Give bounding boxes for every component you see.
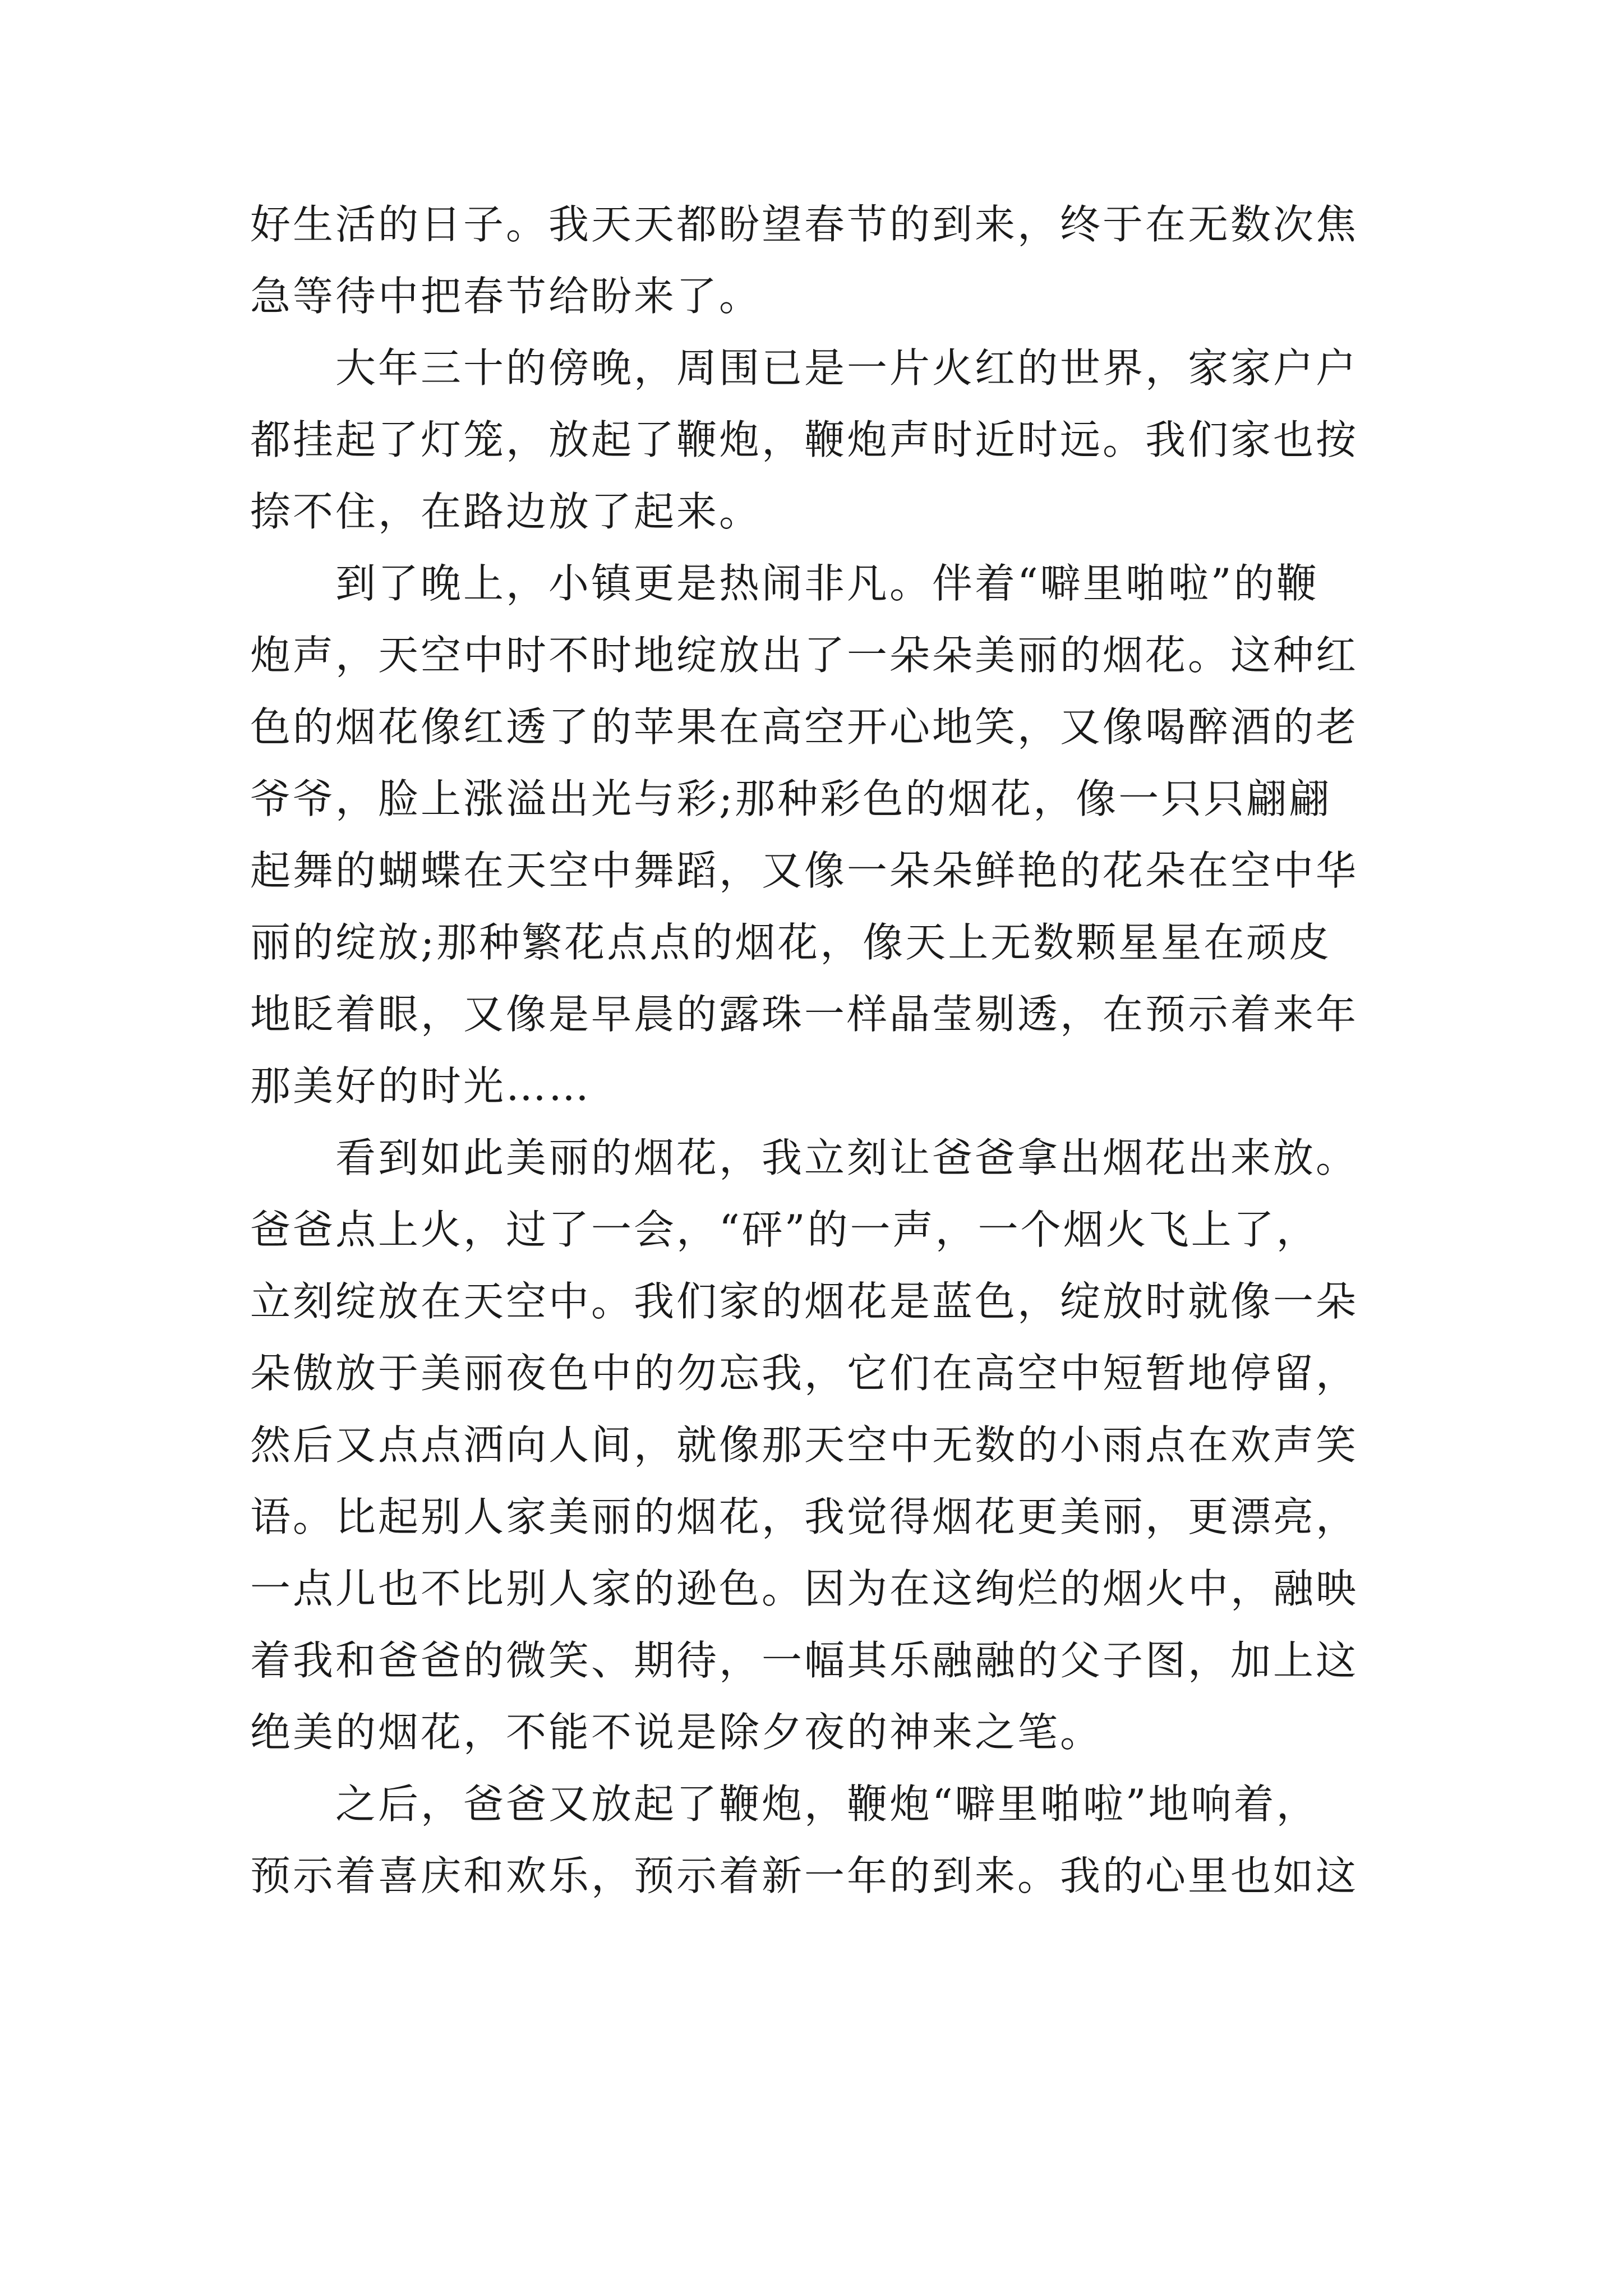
paragraph-3 [250, 547, 1389, 1122]
paragraph-4 [250, 1122, 1389, 1768]
text-line: 一点儿也不比别人家的逊色。因为在这绚烂的烟火中，融映 [250, 1565, 1359, 1612]
text-line: 预示着喜庆和欢乐，预示着新一年的到来。我的心里也如这 [250, 1852, 1359, 1899]
text-line: 大年三十的傍晚，周围已是一片火红的世界，家家户户 [250, 344, 1359, 392]
text-line: 爸爸点上火，过了一会，“砰”的一声，一个烟火飞上了， [250, 1206, 1319, 1253]
text-line: 之后，爸爸又放起了鞭炮，鞭炮“噼里啪啦”地响着， [250, 1780, 1319, 1828]
text-line: 然后又点点洒向人间，就像那天空中无数的小雨点在欢声笑 [250, 1421, 1359, 1469]
text-line: 到了晚上，小镇更是热闹非凡。伴着“噼里啪啦”的鞭 [250, 560, 1319, 607]
text-line: 那美好的时光…… [250, 1062, 592, 1110]
text-line: 炮声，天空中时不时地绽放出了一朵朵美丽的烟花。这种红 [250, 632, 1359, 679]
body-text [250, 188, 1389, 1912]
text-line: 爷爷，脸上涨溢出光与彩;那种彩色的烟花，像一只只翩翩 [250, 775, 1332, 822]
text-line: 看到如此美丽的烟花，我立刻让爸爸拿出烟花出来放。 [250, 1134, 1359, 1181]
text-line: 立刻绽放在天空中。我们家的烟花是蓝色，绽放时就像一朵 [250, 1278, 1359, 1325]
text-line: 好生活的日子。我天天都盼望春节的到来，终于在无数次焦 [250, 201, 1359, 248]
text-line: 丽的绽放;那种繁花点点的烟花，像天上无数颗星星在顽皮 [250, 919, 1332, 966]
text-line: 朵傲放于美丽夜色中的勿忘我，它们在高空中短暂地停留， [250, 1350, 1359, 1397]
text-line: 着我和爸爸的微笑、期待，一幅其乐融融的父子图，加上这 [250, 1637, 1359, 1684]
paragraph-2 [250, 332, 1389, 547]
paragraph-1 [250, 188, 1389, 332]
text-line: 急等待中把春节给盼来了。 [250, 273, 762, 320]
paragraph-5 [250, 1768, 1389, 1912]
text-line: 绝美的烟花，不能不说是除夕夜的神来之笔。 [250, 1709, 1103, 1756]
text-line: 地眨着眼，又像是早晨的露珠一样晶莹剔透，在预示着来年 [250, 991, 1359, 1038]
text-line: 色的烟花像红透了的苹果在高空开心地笑，又像喝醉酒的老 [250, 703, 1359, 751]
text-line: 起舞的蝴蝶在天空中舞蹈，又像一朵朵鲜艳的花朵在空中华 [250, 847, 1359, 894]
text-line: 语。比起别人家美丽的烟花，我觉得烟花更美丽，更漂亮， [250, 1493, 1359, 1540]
text-line: 都挂起了灯笼，放起了鞭炮，鞭炮声时近时远。我们家也按 [250, 416, 1359, 463]
text-line: 捺不住，在路边放了起来。 [250, 488, 762, 535]
